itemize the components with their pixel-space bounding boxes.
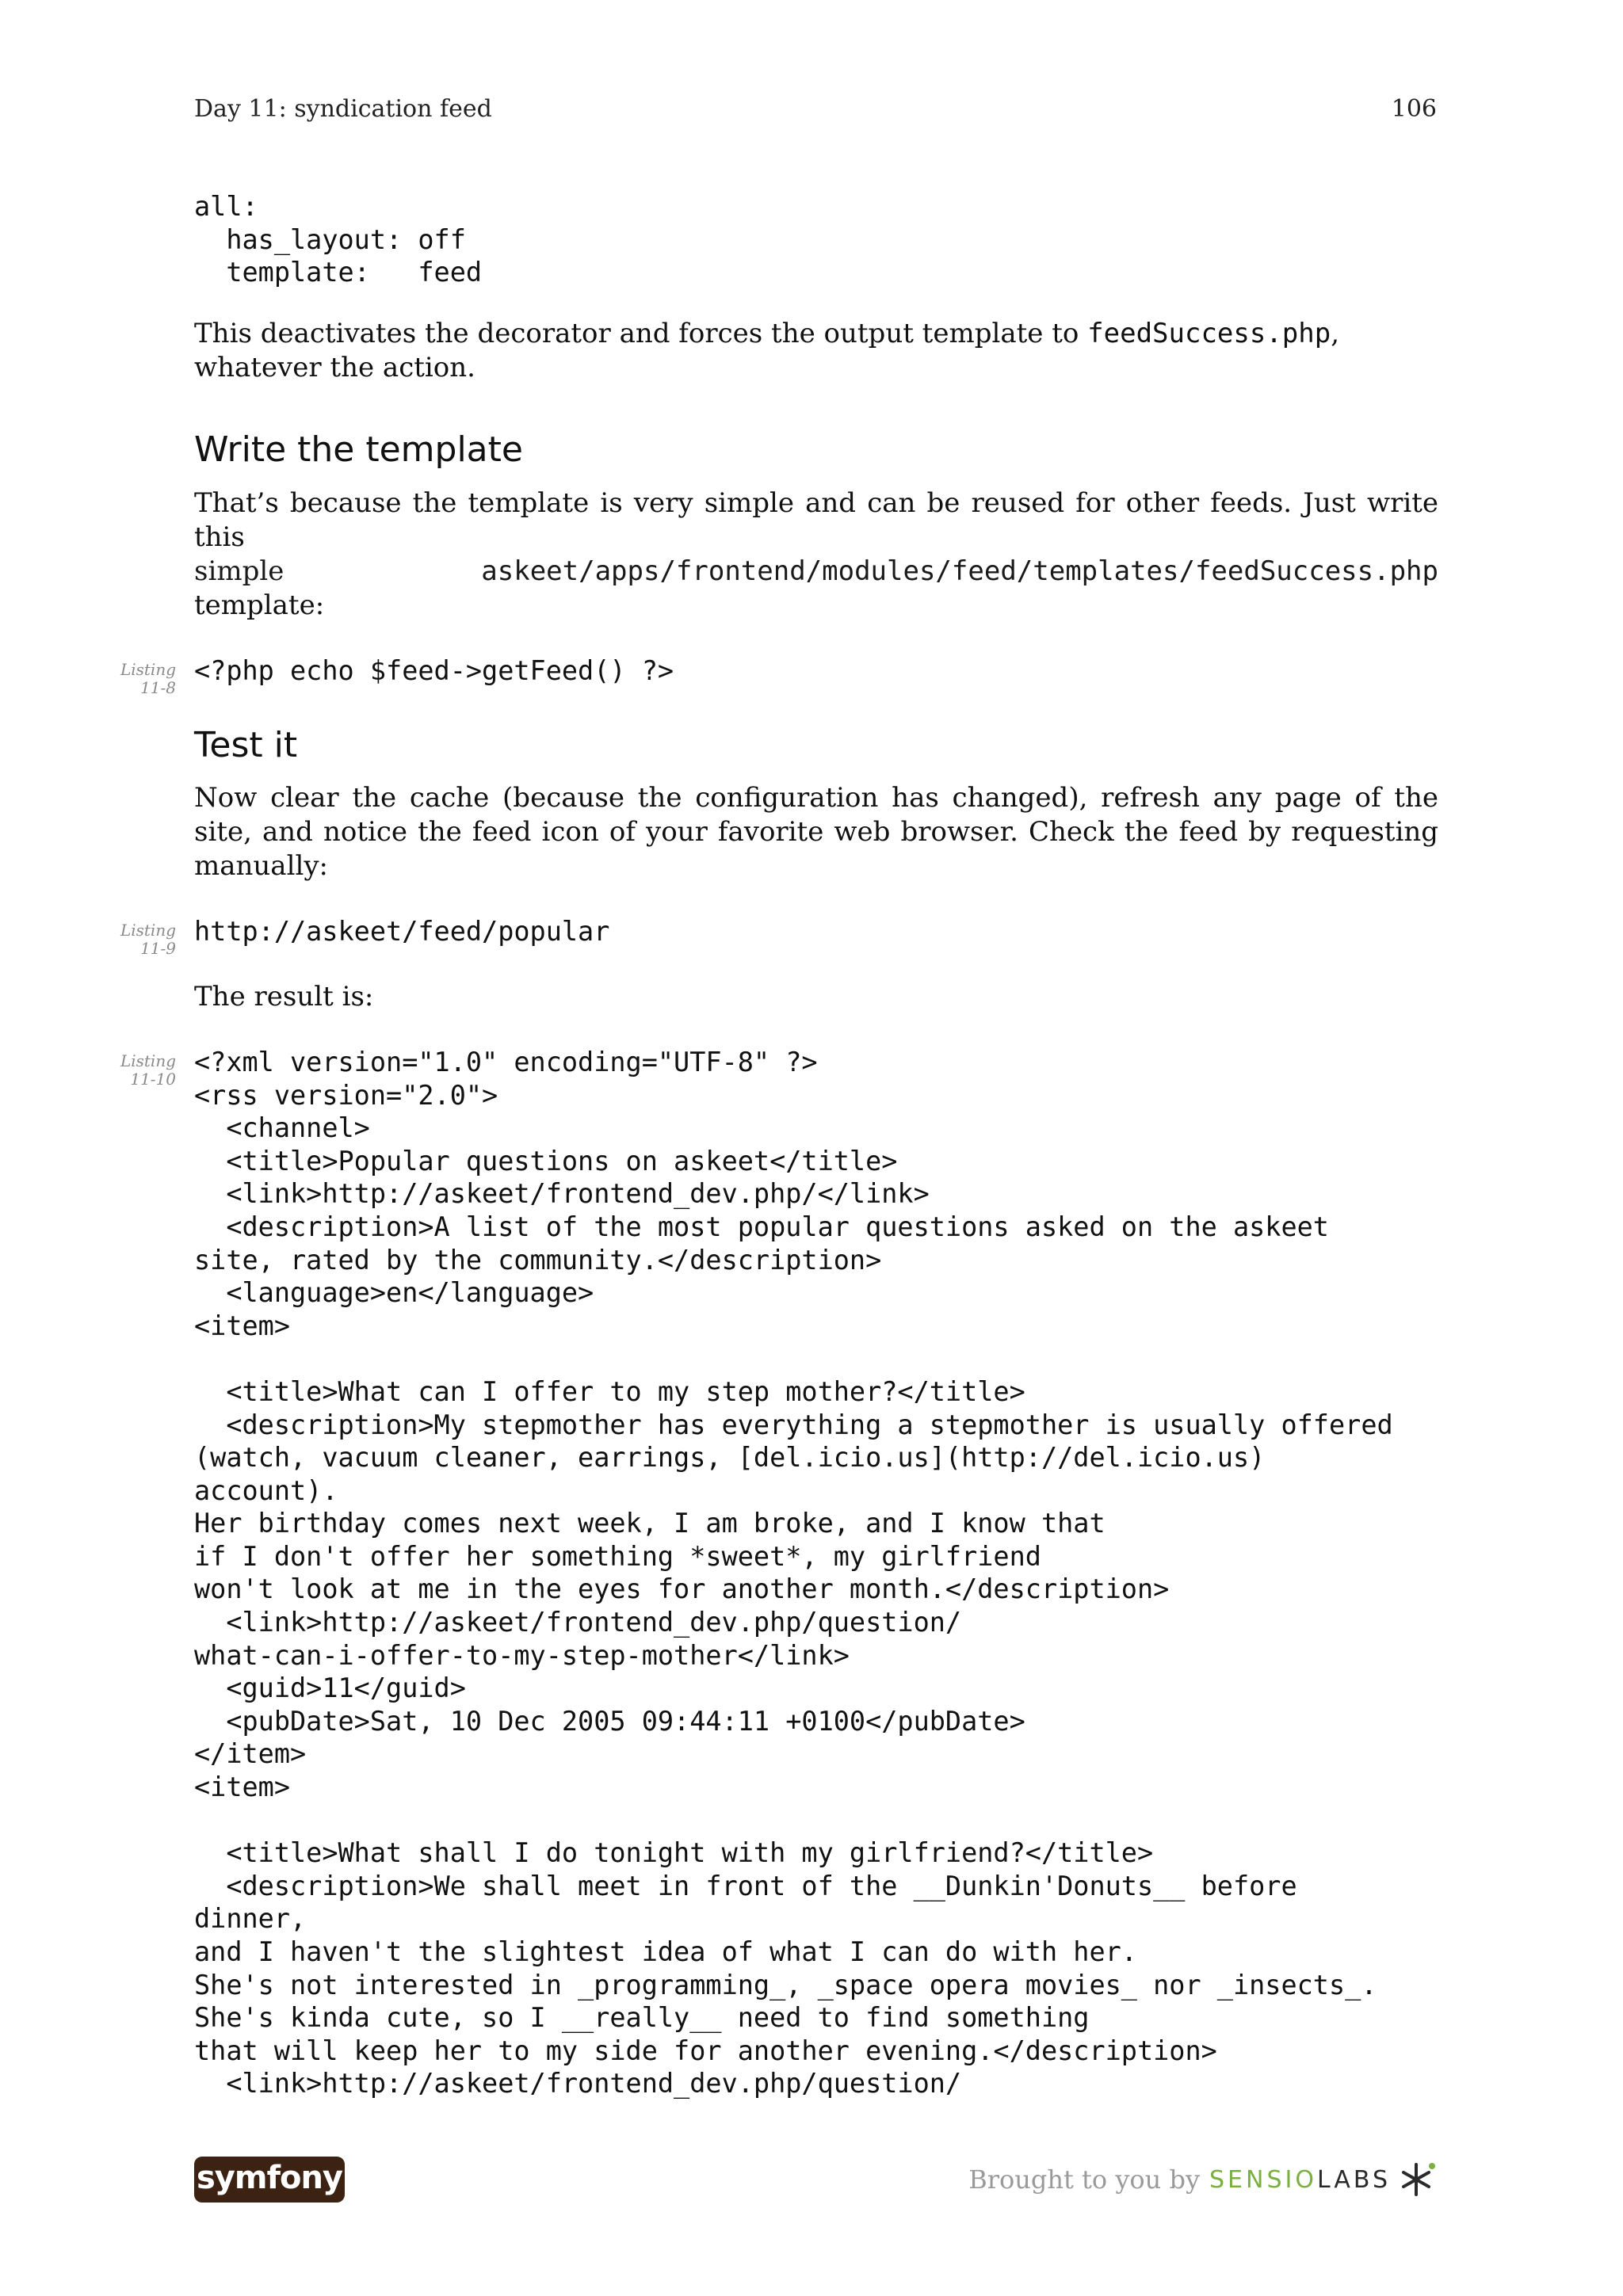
listing-label-number: 11-9 [140,939,176,959]
main-content [120,190,1438,2100]
listing-label [119,661,176,697]
symfony-logo: symfony [194,2157,345,2203]
listing-11-9 [120,915,1438,959]
listing-label-word: Listing [120,659,176,679]
listing-11-10 [120,1046,1438,2100]
listing-label [119,1052,176,1089]
sensio-word: SENSIO [1209,2165,1317,2194]
paragraph-clear-cache: Now clear the cache (because the configuration has changed), refresh any page of the site, and notice the feed icon of your favorite web browser. Check the feed by requesting manually: [194,782,1438,883]
paragraph-line: template: [194,589,325,621]
paragraph-template [194,486,1438,623]
paragraph-result: The result is: [194,980,374,1013]
section-heading-write-template: Write the template [194,429,523,470]
sensiolabs-star-icon [1400,2161,1437,2198]
page-number: 106 [1391,95,1437,123]
brought-by-text: Brought to you by [968,2164,1201,2195]
sponsor-credit [968,2161,1437,2198]
running-header [194,95,1437,130]
paragraph-line [194,555,1438,589]
listing-label-number: 11-8 [140,677,176,697]
config-code-block: all: has_layout: off template: feed [194,191,483,288]
paragraph-line: That’s because the template is very simple and can be reused for other feeds. Just write this [194,486,1438,553]
chapter-title: Day 11: syndication feed [194,95,492,123]
page-footer [194,2157,1437,2206]
listing-label-word: Listing [120,1051,176,1070]
paragraph-tail: , whatever the action. [194,317,1340,383]
sensiolabs-logo [1209,2166,1391,2194]
paragraph-decorator [194,317,1438,385]
paragraph-word: simple [194,555,285,587]
labs-word: LABS [1316,2165,1391,2194]
inline-code-path: askeet/apps/frontend/modules/feed/templates/feedSuccess.php [481,555,1438,587]
listing-label-word: Listing [120,921,176,940]
listing-label [119,921,176,958]
section-heading-test-it: Test it [194,725,298,766]
paragraph-text: This deactivates the decorator and forces the output template to [194,317,1088,349]
listing-11-8 [120,654,1438,697]
listing-code: http://askeet/feed/popular [194,916,610,948]
listing-code: <?php echo $feed->getFeed() ?> [194,654,674,686]
listing-label-number: 11-10 [130,1069,176,1089]
listing-code: <?xml version="1.0" encoding="UTF-8" ?> <rss version="2.0"> <channel> <title>Popular questions on askeet</title> <link>http://askeet/frontend_dev.php/</link> <description>A list of the most popular questions asked on the askeet site, rated by the community.</description> <language>en</language> <item> <title>What can I offer to my step mother?</title> <description>My stepmother has everything a stepmother is usually offered (watch, vacuum cleaner, earrings, [del.icio.us](http://del.icio.us) account). Her birthday comes next week, I am broke, and I know that if I don't offer her something *sweet*, my girlfriend won't look at me in the eyes for another month.</description> <link>http://askeet/frontend_dev.php/question/ what-can-i-offer-to-my-step-mother</link> <guid>11</guid> <pubDate>Sat, 10 Dec 2005 09:44:11 +0100</pubDate> </item> <item> <title>What shall I do tonight with my girlfriend?</title> <description>We shall meet in front of the __Dunkin'Donuts__ before dinner, and I haven't the slightest idea of what I can do with her. She's not interested in _programming_, _space opera movies_ nor _insects_. She's kinda cute, so I __really__ need to find something that will keep her to my side for another evening.</description> <link>http://askeet/frontend_dev.php/question/ [194,1046,1393,2100]
inline-code: feedSuccess.php [1087,317,1331,349]
